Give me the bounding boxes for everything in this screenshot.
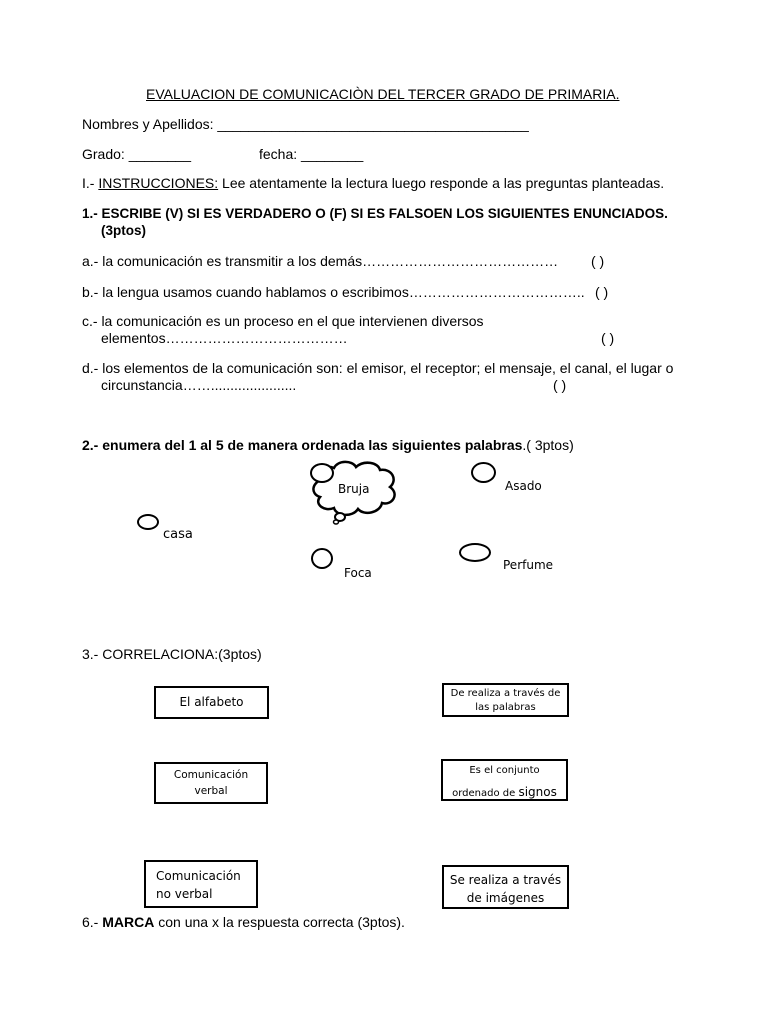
instructions-prefix: I.- [82,175,99,191]
word-perfume: Perfume [503,558,554,572]
box-palabras-line2: las palabras [475,702,536,713]
word-foca: Foca [344,566,372,580]
box-signos-line1: Es el conjunto [469,765,540,776]
box-verbal-line1: Comunicación [173,769,249,781]
word-casa: casa [163,527,193,542]
q3-title: 3.- CORRELACIONA:(3ptos) [82,646,262,662]
page-title: EVALUACION DE COMUNICACIÒN DEL TERCER GRADO DE PRIMARIA. [146,86,620,102]
q1-points: (3ptos) [101,223,146,238]
q6-prefix: 6.- [82,914,103,930]
box-palabras[interactable] [442,683,569,717]
instructions-text: Lee atentamente la lectura luego responde a las preguntas planteadas. [218,175,665,191]
box-noverbal-line1: Comunicación [156,869,241,883]
box-imagenes-line1: Se realiza a través [449,873,562,887]
instructions [82,175,664,192]
box-imagenes[interactable] [442,865,569,909]
perfume-number-circle[interactable] [459,543,491,562]
q2-title-bold: 2.- enumera del 1 al 5 de manera ordenada las siguientes palabras [82,437,523,453]
q1-title: 1.- ESCRIBE (V) SI ES VERDADERO O (F) SI ES FALSOEN LOS SIGUIENTES ENUNCIADOS. [82,206,668,221]
word-asado: Asado [505,479,542,493]
box-signos-line2b: signos [518,785,557,799]
box-el-alfabeto[interactable] [154,686,269,719]
q1-item-b-answer[interactable]: ( ) [595,284,609,300]
box-verbal-line2: verbal [194,785,228,797]
q6-keyword: MARCA [102,914,155,930]
q1-item-a-answer[interactable]: ( ) [591,253,605,269]
q1-item-c: c.- la comunicación es un proceso en el que intervienen diversos [82,313,484,329]
foca-number-circle[interactable] [311,548,333,569]
box-noverbal-line2: no verbal [156,887,213,901]
instructions-keyword: INSTRUCCIONES: [98,175,219,191]
box-el-alfabeto-text: El alfabeto [179,695,244,709]
asado-number-circle[interactable] [471,462,496,483]
q1-item-d: d.- los elementos de la comunicación son: el emisor, el receptor; el mensaje, el canal, el lugar o [82,360,674,376]
box-signos[interactable] [441,759,568,801]
word-bruja: Bruja [338,482,370,496]
bruja-number-circle[interactable] [310,463,334,483]
fecha-field[interactable]: fecha: ________ [259,146,364,162]
q1-item-b: b.- la lengua usamos cuando hablamos o escribimos……………………………….. [82,284,585,300]
q1-item-c-cont: elementos………………………………… [101,330,348,346]
q6-text: con una x la respuesta correcta (3ptos). [154,914,405,930]
q2-title-rest: .( 3ptos) [522,437,574,453]
box-comunicacion-verbal[interactable] [154,762,268,804]
nombres-field[interactable]: Nombres y Apellidos: ________________________________________ [82,116,529,132]
casa-number-circle[interactable] [137,514,159,530]
grado-field[interactable]: Grado: ________ [82,146,191,162]
box-comunicacion-no-verbal[interactable] [144,860,258,908]
q6-title [82,914,405,931]
q1-item-c-answer[interactable]: ( ) [601,330,615,346]
box-signos-line2a: ordenado de [452,788,519,799]
box-imagenes-line2: de imágenes [466,891,545,905]
q1-item-a: a.- la comunicación es transmitir a los demás…………………………………… [82,253,559,269]
q1-item-d-answer[interactable]: ( ) [553,377,567,393]
box-palabras-line1: De realiza a través de [450,688,561,699]
box-signos-line2 [443,781,566,800]
q1-item-d-cont: circunstancia……...................... [101,377,297,393]
q2-title [82,437,574,454]
